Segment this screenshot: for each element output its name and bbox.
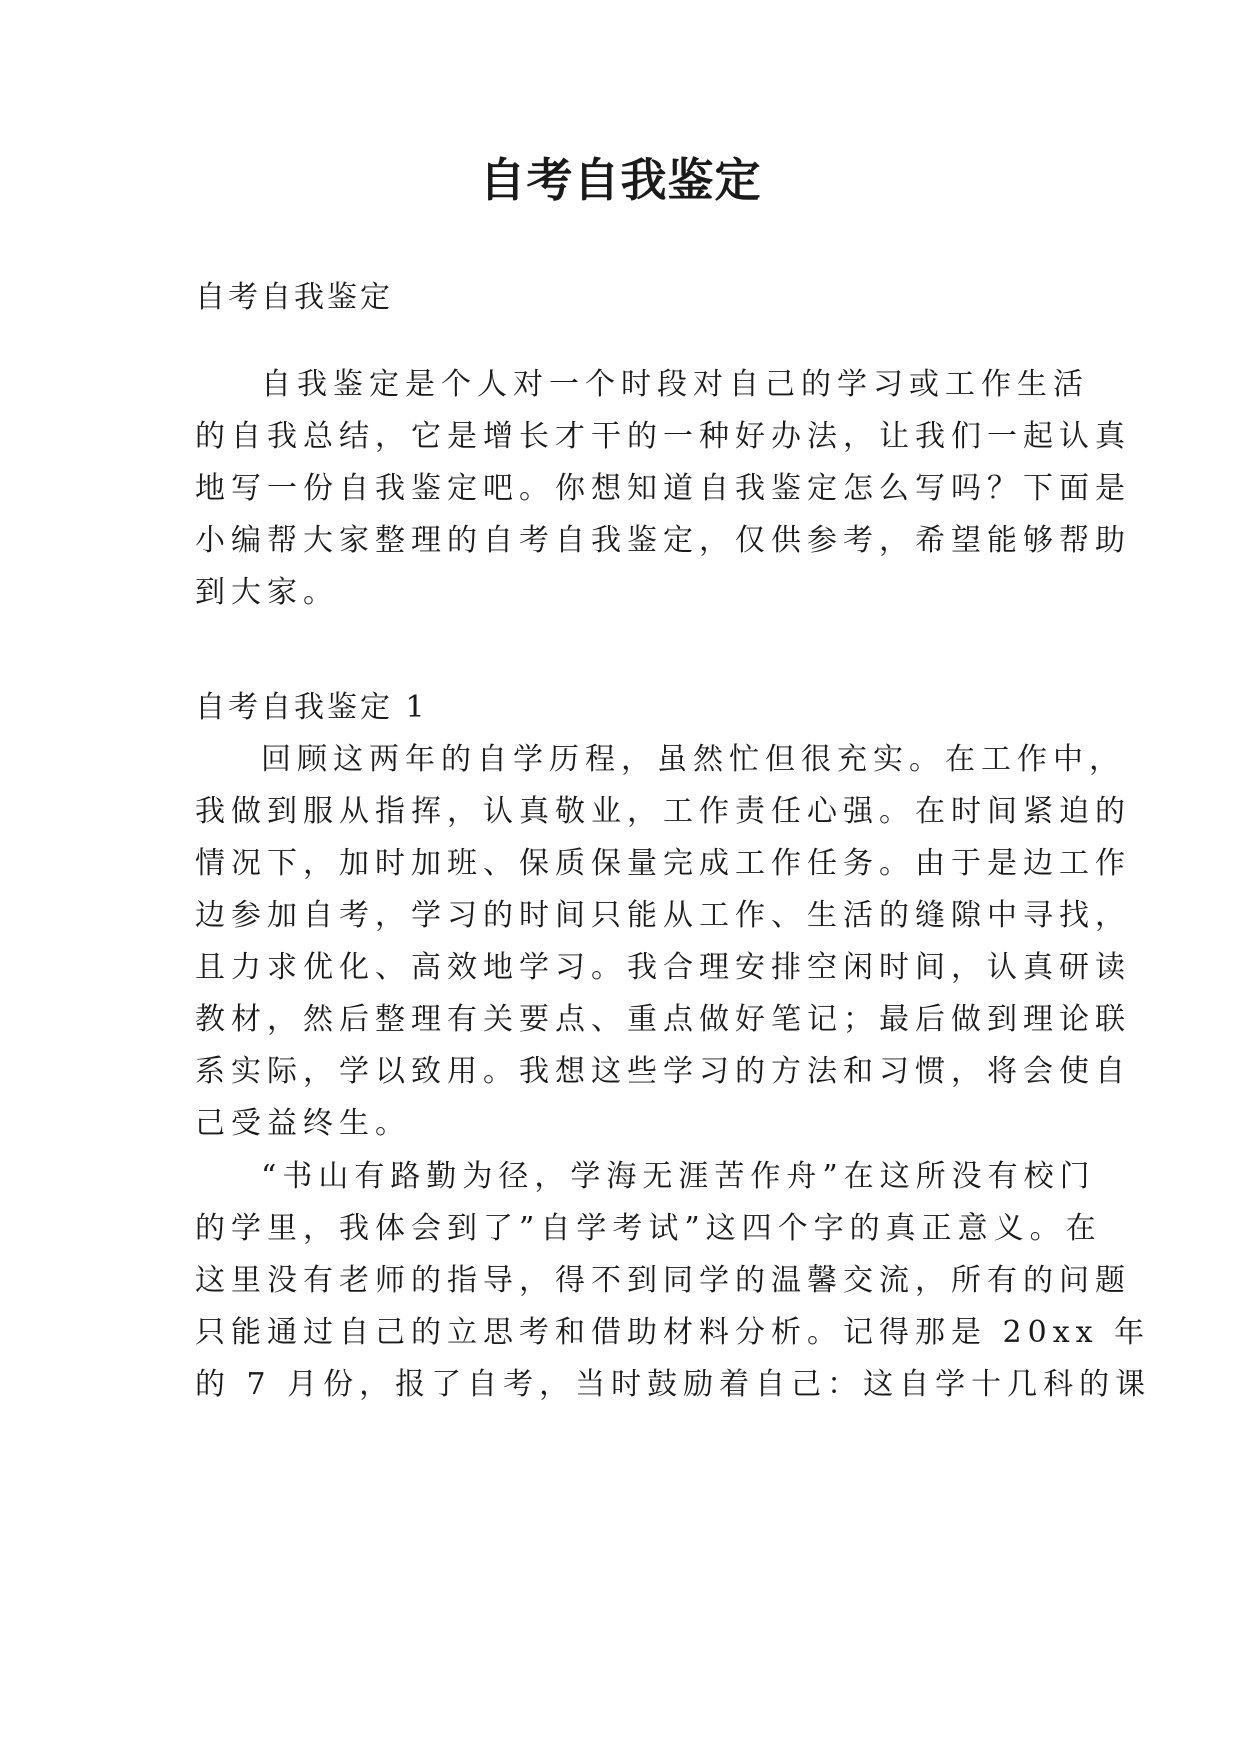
intro-line: 的自我总结，它是增长才干的一种好办法，让我们一起认真: [195, 419, 1131, 454]
paragraph-line: 这里没有老师的指导，得不到同学的温馨交流，所有的问题: [195, 1263, 1131, 1298]
paragraph-line: 的学里，我体会到了”自学考试”这四个字的真正意义。在: [195, 1211, 1102, 1246]
paragraph-line: 只能通过自己的立思考和借助材料分析。记得那是 20xx 年: [195, 1315, 1151, 1350]
intro-line: 到大家。: [195, 575, 339, 610]
paragraph-line: 边参加自考，学习的时间只能从工作、生活的缝隙中寻找，: [195, 898, 1131, 933]
paragraph-line: “书山有路勤为径，学海无涯苦作舟”在这所没有校门: [261, 1159, 1096, 1194]
section-heading: 自考自我鉴定 1: [195, 690, 428, 725]
document-subtitle: 自考自我鉴定: [195, 280, 393, 315]
paragraph-line: 回顾这两年的自学历程，虽然忙但很充实。在工作中，: [261, 742, 1125, 777]
intro-line: 地写一份自我鉴定吧。你想知道自我鉴定怎么写吗？下面是: [195, 471, 1131, 506]
paragraph-line: 且力求优化、高效地学习。我合理安排空闲时间，认真研读: [195, 950, 1131, 985]
paragraph-line: 系实际，学以致用。我想这些学习的方法和习惯，将会使自: [195, 1054, 1131, 1089]
intro-line: 自我鉴定是个人对一个时段对自己的学习或工作生活: [261, 367, 1089, 402]
paragraph-line: 情况下，加时加班、保质保量完成工作任务。由于是边工作: [195, 846, 1131, 881]
paragraph-line: 教材，然后整理有关要点、重点做好笔记；最后做到理论联: [195, 1002, 1131, 1037]
intro-line: 小编帮大家整理的自考自我鉴定，仅供参考，希望能够帮助: [195, 523, 1131, 558]
paragraph-line: 我做到服从指挥，认真敬业，工作责任心强。在时间紧迫的: [195, 794, 1131, 829]
paragraph-line: 的 7 月份，报了自考，当时鼓励着自己：这自学十几科的课: [195, 1367, 1152, 1402]
document-title: 自考自我鉴定: [479, 153, 762, 207]
paragraph-line: 己受益终生。: [195, 1106, 411, 1141]
